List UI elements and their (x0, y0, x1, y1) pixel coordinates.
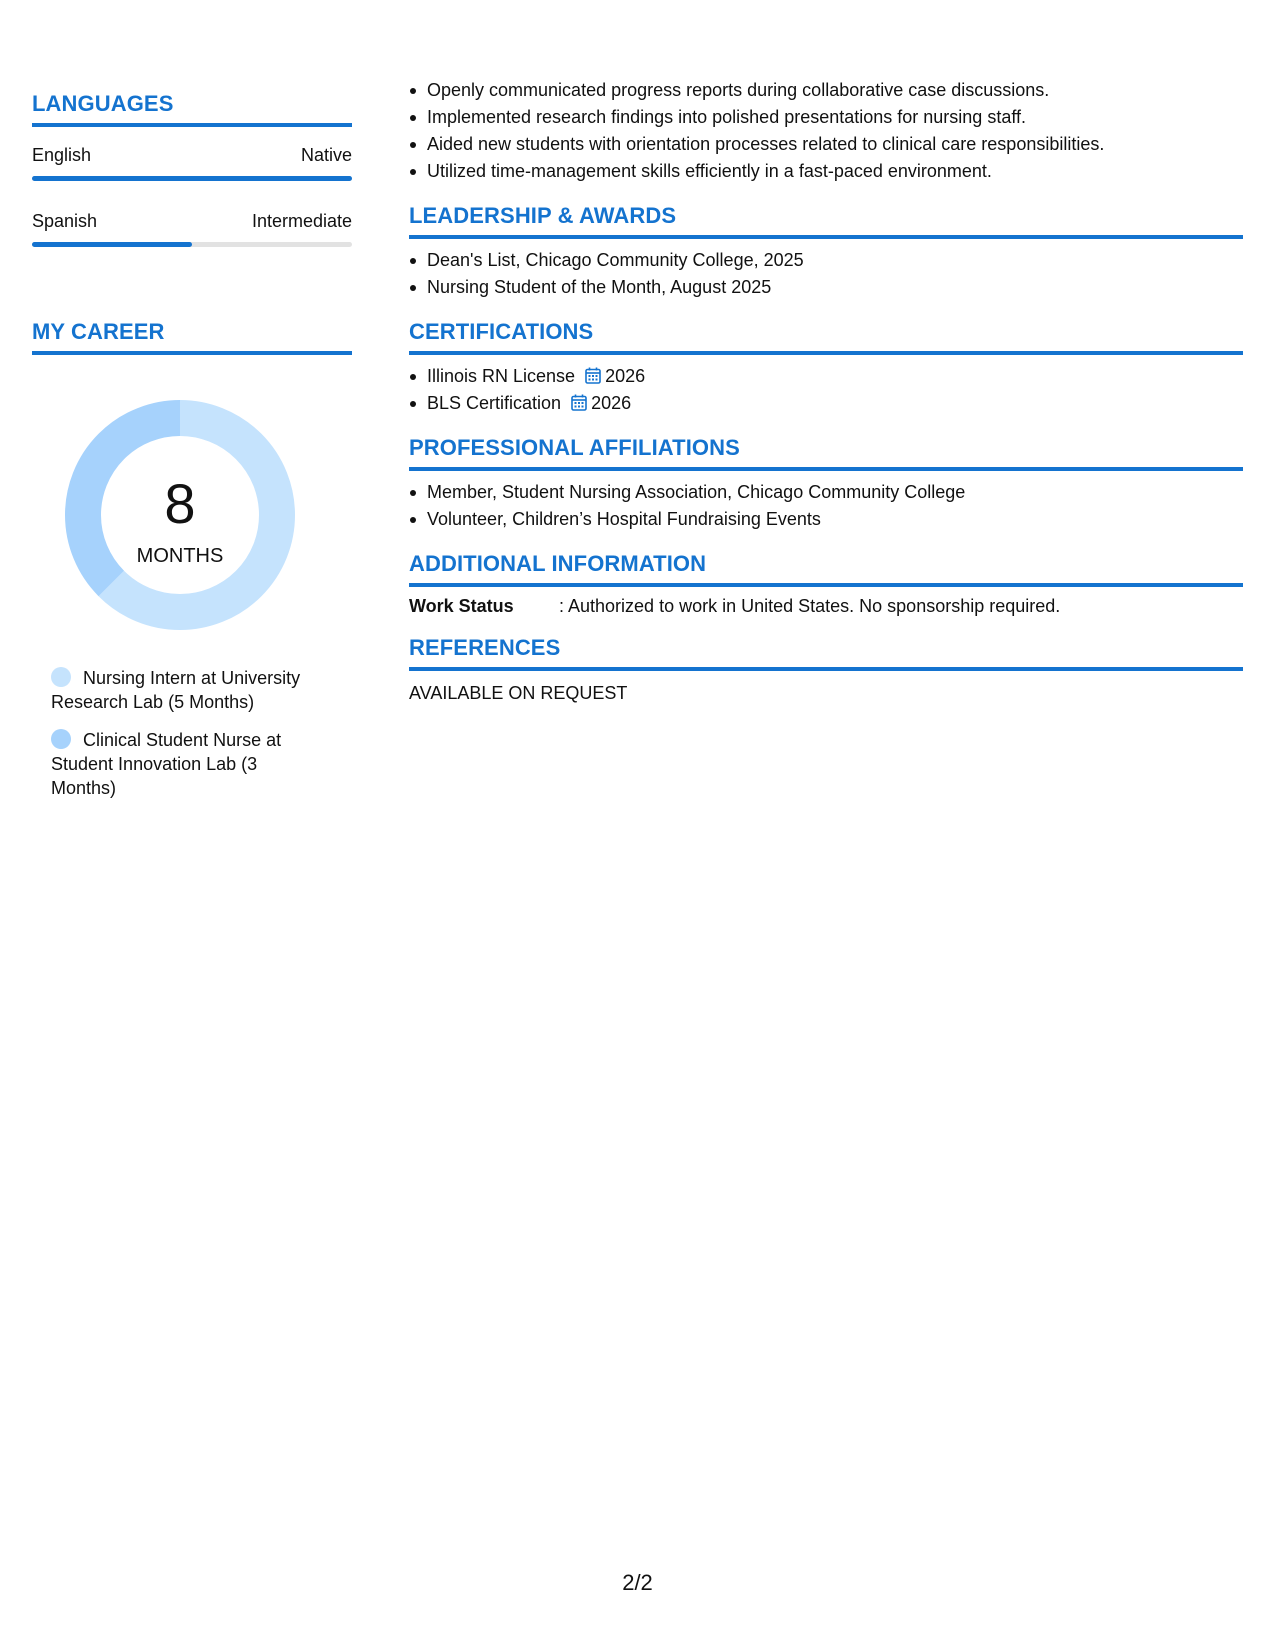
legend-item (51, 666, 321, 714)
work-status-label: Work Status (409, 596, 514, 616)
references-heading: REFERENCES (409, 635, 1243, 671)
legend-swatch (51, 729, 71, 749)
legend-swatch (51, 667, 71, 687)
language-proficiency-fill (32, 176, 352, 181)
certification-name: Illinois RN License (427, 366, 576, 386)
language-name: English (32, 145, 92, 165)
language-item-spanish (32, 211, 352, 247)
calendar-icon (585, 367, 601, 384)
certification-year: 2026 (605, 366, 646, 386)
legend-label: Clinical Student Nurse at Student Innovation Lab (3 Months) (51, 730, 282, 798)
certifications-section (409, 319, 1243, 417)
legend-label: Nursing Intern at University Research Lab (5 Months) (51, 668, 301, 712)
leadership-heading: LEADERSHIP & AWARDS (409, 203, 1243, 239)
languages-heading: LANGUAGES (32, 91, 352, 127)
list-item: Dean's List, Chicago Community College, 2025 (409, 247, 1243, 274)
language-item-english (32, 145, 352, 181)
left-column (32, 0, 352, 814)
affiliations-heading: PROFESSIONAL AFFILIATIONS (409, 435, 1243, 471)
list-item (409, 363, 1243, 390)
certification-year: 2026 (591, 393, 632, 413)
career-donut-chart (65, 400, 295, 630)
list-item: Volunteer, Children’s Hospital Fundraising Events (409, 506, 1243, 533)
list-item: Implemented research findings into polished presentations for nursing staff. (409, 104, 1243, 131)
additional-info-heading: ADDITIONAL INFORMATION (409, 551, 1243, 587)
list-item: Aided new students with orientation processes related to clinical care responsibilities. (409, 131, 1243, 158)
legend-item (51, 728, 321, 800)
references-section (409, 635, 1243, 704)
language-proficiency-bar (32, 176, 352, 181)
leadership-section (409, 203, 1243, 301)
list-item: Utilized time-management skills efficiently in a fast-paced environment. (409, 158, 1243, 185)
page-number: 2/2 (622, 1570, 653, 1595)
certification-name: BLS Certification (427, 393, 562, 413)
career-heading: MY CAREER (32, 319, 352, 355)
list-item: Member, Student Nursing Association, Chicago Community College (409, 479, 1243, 506)
list-item (409, 390, 1243, 417)
language-name: Spanish (32, 211, 98, 231)
affiliations-list (409, 479, 1243, 533)
experience-bullets (409, 77, 1243, 185)
language-level: Intermediate (251, 211, 352, 231)
references-text: AVAILABLE ON REQUEST (409, 683, 628, 703)
additional-info-section (409, 551, 1243, 617)
career-total-number: 8 (164, 472, 196, 535)
career-total-unit: MONTHS (136, 545, 224, 567)
leadership-list (409, 247, 1243, 301)
career-legend (51, 666, 321, 800)
list-item: Openly communicated progress reports during collaborative case discussions. (409, 77, 1243, 104)
list-item: Nursing Student of the Month, August 2025 (409, 274, 1243, 301)
work-status-value: : Authorized to work in United States. No sponsorship required. (559, 596, 1061, 616)
calendar-icon (571, 394, 587, 411)
certifications-heading: CERTIFICATIONS (409, 319, 1243, 355)
work-status-row (409, 596, 1243, 617)
language-level: Native (300, 145, 352, 165)
affiliations-section (409, 435, 1243, 533)
right-column (409, 0, 1243, 704)
certifications-list (409, 363, 1243, 417)
